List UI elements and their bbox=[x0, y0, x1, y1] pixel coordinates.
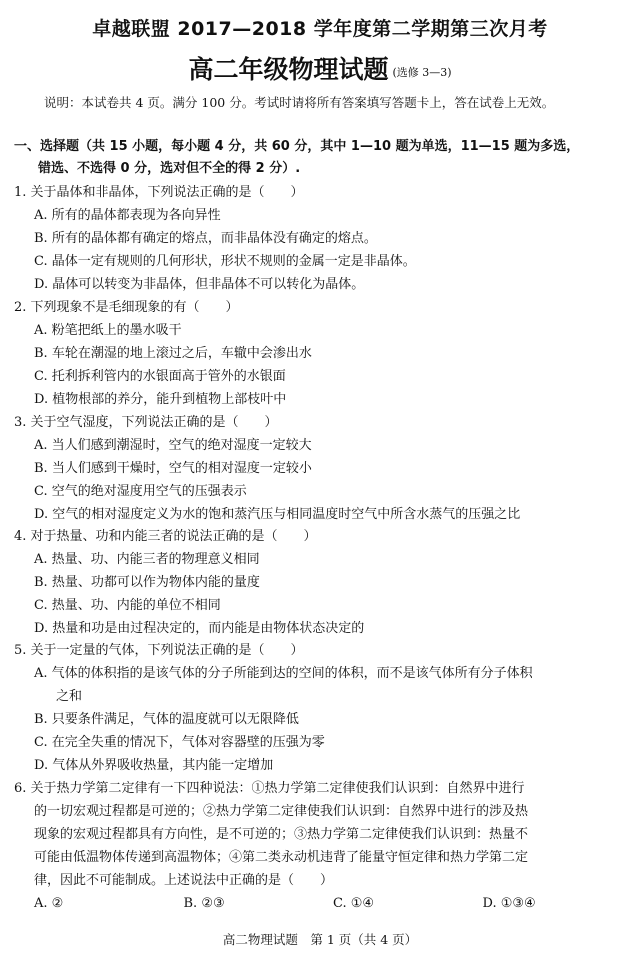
question-stem-line4: 可能由低温物体传递到高温物体；④第二类永动机违背了能量守恒定律和热力学第二定 bbox=[34, 850, 529, 865]
option-c: C. 托利拆利管内的水银面高于管外的水银面 bbox=[34, 369, 286, 384]
option-b: B. 只要条件满足，气体的温度就可以无限降低 bbox=[34, 712, 299, 727]
question-stem-line1: 6. 关于热力学第二定律有一下四种说法：①热力学第二定律使我们认识到：自然界中进行 bbox=[14, 781, 525, 796]
exam-note: 说明：本试卷共 4 页。满分 100 分。考试时请将所有答案填写答题卡上，答在试卷上无效。 bbox=[44, 95, 555, 110]
option-d: D. 植物根部的养分，能升到植物上部枝叶中 bbox=[34, 392, 287, 407]
option-a: A. 粉笔把纸上的墨水吸干 bbox=[34, 323, 182, 338]
question-stem: 4. 对于热量、功和内能三者的说法正确的是（ ） bbox=[14, 529, 317, 544]
option-d: D. ①③④ bbox=[482, 896, 536, 911]
section-heading-line2: 错选、不选得 0 分，选对但不全的得 2 分）. bbox=[38, 161, 301, 176]
option-d: D. 热量和功是由过程决定的，而内能是由物体状态决定的 bbox=[34, 621, 365, 636]
question-stem: 2. 下列现象不是毛细现象的有（ ） bbox=[14, 300, 239, 315]
option-c: C. ①④ bbox=[333, 896, 375, 911]
question-stem-line2: 的一切宏观过程都是可逆的；②热力学第二定律使我们认识到：自然界中进行的涉及热 bbox=[34, 804, 529, 819]
option-a: A. 气体的体积指的是该气体的分子所能到达的空间的体积，而不是该气体所有分子体积 bbox=[34, 666, 533, 681]
question-6 bbox=[14, 777, 632, 915]
question-stem-line3: 现象的宏观过程都具有方向性，是不可逆的；③热力学第二定律使我们认识到：热量不 bbox=[34, 827, 529, 842]
page-footer: 高二物理试题 第 1 页（共 4 页） bbox=[222, 932, 418, 947]
question-stem-line5: 律，因此不可能制成。上述说法中正确的是（ ） bbox=[34, 873, 334, 888]
question-3 bbox=[14, 411, 632, 526]
option-c: C. 空气的绝对湿度用空气的压强表示 bbox=[34, 484, 247, 499]
option-a: A. 热量、功、内能三者的物理意义相同 bbox=[34, 552, 260, 567]
exam-title-main: 高二年级物理试题 bbox=[188, 55, 389, 84]
option-a-continued: 之和 bbox=[56, 689, 83, 704]
option-b: B. 所有的晶体都有确定的熔点，而非晶体没有确定的熔点。 bbox=[34, 231, 377, 246]
option-c: C. 热量、功、内能的单位不相同 bbox=[34, 598, 221, 613]
option-d: D. 晶体可以转变为非晶体，但非晶体不可以转化为晶体。 bbox=[34, 277, 365, 292]
section-heading-line1: 一、选择题（共 15 小题，每小题 4 分，共 60 分，其中 1—10 题为单选，11—15 题为多选， bbox=[14, 139, 580, 154]
option-c: C. 在完全失重的情况下，气体对容器壁的压强为零 bbox=[34, 735, 325, 750]
options-row bbox=[14, 892, 632, 915]
option-c: C. 晶体一定有规则的几何形状，形状不规则的金属一定是非晶体。 bbox=[34, 254, 416, 269]
option-a: A. ② bbox=[34, 896, 64, 911]
exam-title-sub: (选修 3—3) bbox=[392, 66, 452, 79]
option-d: D. 气体从外界吸收热量，其内能一定增加 bbox=[34, 758, 274, 773]
question-2 bbox=[14, 296, 632, 411]
question-4 bbox=[14, 525, 632, 640]
option-b: B. 当人们感到干燥时，空气的相对湿度一定较小 bbox=[34, 461, 312, 476]
option-a: A. 当人们感到潮湿时，空气的绝对湿度一定较大 bbox=[34, 438, 312, 453]
exam-title-line2 bbox=[0, 50, 640, 86]
section-heading bbox=[14, 136, 632, 180]
question-stem: 5. 关于一定量的气体，下列说法正确的是（ ） bbox=[14, 643, 304, 658]
option-b: B. 车轮在潮湿的地上滚过之后，车辙中会渗出水 bbox=[34, 346, 312, 361]
question-1 bbox=[14, 181, 632, 296]
option-b: B. 热量、功都可以作为物体内能的量度 bbox=[34, 575, 260, 590]
question-stem: 1. 关于晶体和非晶体，下列说法正确的是（ ） bbox=[14, 185, 304, 200]
option-a: A. 所有的晶体都表现为各向异性 bbox=[34, 208, 221, 223]
question-stem: 3. 关于空气湿度，下列说法正确的是（ ） bbox=[14, 415, 278, 430]
exam-title-line1: 卓越联盟 2017—2018 学年度第二学期第三次月考 bbox=[92, 18, 548, 40]
question-5 bbox=[14, 639, 632, 777]
option-b: B. ②③ bbox=[183, 896, 225, 911]
option-d: D. 空气的相对湿度定义为水的饱和蒸汽压与相同温度时空气中所含水蒸气的压强之比 bbox=[34, 507, 521, 522]
